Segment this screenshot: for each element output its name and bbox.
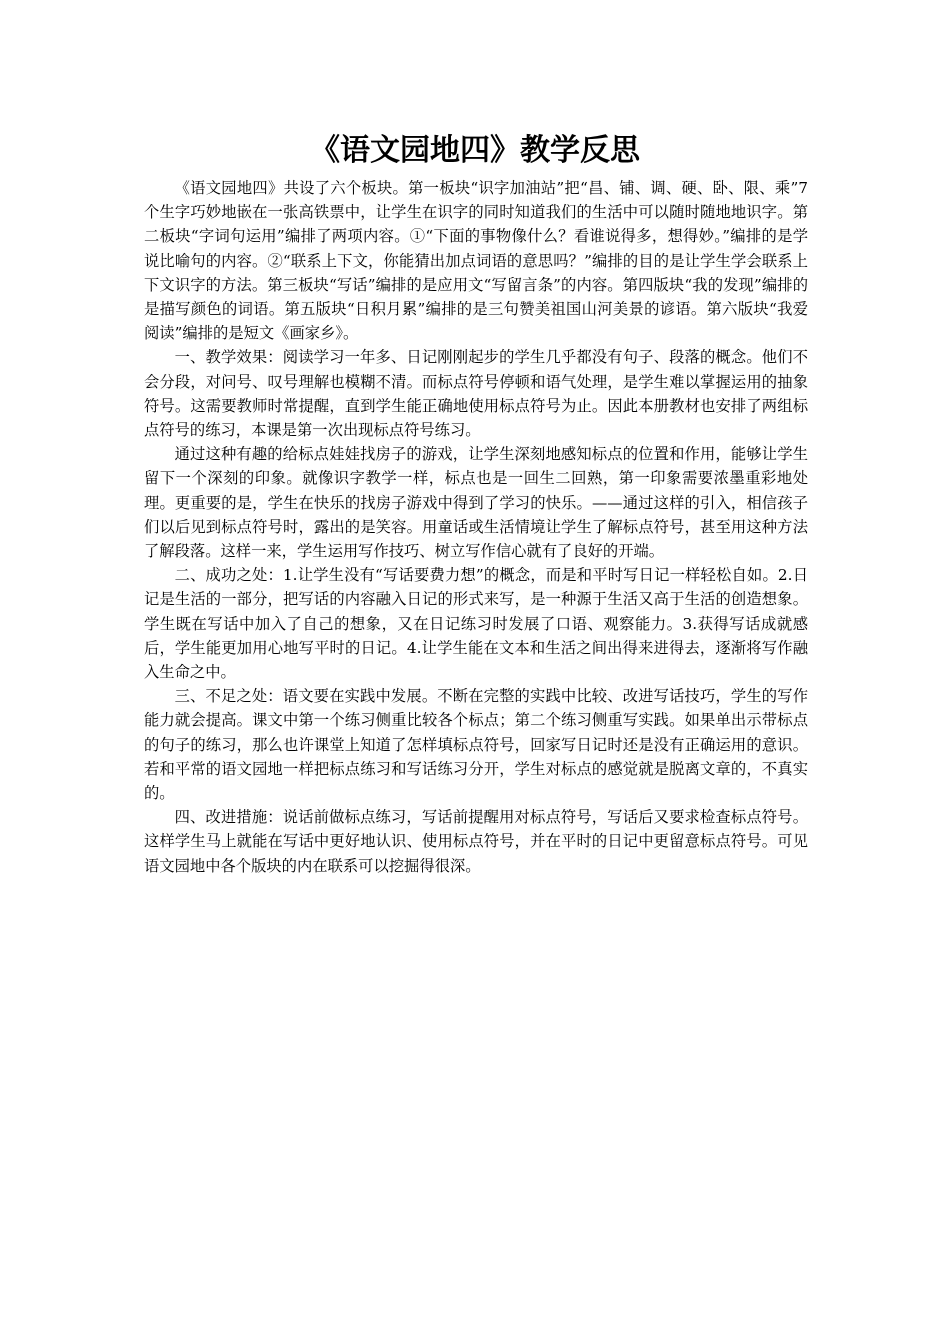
document-body [144,176,808,878]
successes-paragraph: 二、成功之处：1.让学生没有“写话要费力想”的概念，而是和平时写日记一样轻松自如。2.日记是生活的一部分，把写话的内容融入日记的形式来写，是一种源于生活又高于生活的创造想象。学生既在写话中加入了自己的想象，又在日记练习时发展了口语、观察能力。3.获得写话成就感后，学生能更加用心地写平时的日记。4.让学生能在文本和生活之间出得来进得去，逐渐将写作融入生命之中。 [144,566,808,682]
teaching-effect-paragraph: 一、教学效果：阅读学习一年多、日记刚刚起步的学生几乎都没有句子、段落的概念。他们不会分段，对问号、叹号理解也模糊不清。而标点符号停顿和语气处理，是学生难以掌握运用的抽象符号。这需要教师时常提醒，直到学生能正确地使用标点符号为止。因此本册教材也安排了两组标点符号的练习，本课是第一次出现标点符号练习。 [144,348,808,440]
game-method-paragraph: 通过这种有趣的给标点娃娃找房子的游戏，让学生深刻地感知标点的位置和作用，能够让学生留下一个深刻的印象。就像识字教学一样，标点也是一回生二回熟，第一印象需要浓墨重彩地处理。更重要的是，学生在快乐的找房子游戏中得到了学习的快乐。——通过这样的引入，相信孩子们以后见到标点符号时，露出的是笑容。用童话或生活情境让学生了解标点符号，甚至用这种方法了解段落。这样一来，学生运用写作技巧、树立写作信心就有了良好的开端。 [144,445,808,561]
shortcomings-paragraph: 三、不足之处：语文要在实践中发展。不断在完整的实践中比较、改进写话技巧，学生的写作能力就会提高。课文中第一个练习侧重比较各个标点；第二个练习侧重写实践。如果单出示带标点的句子的练习，那么也许课堂上知道了怎样填标点符号，回家写日记时还是没有正确运用的意识。若和平常的语文园地一样把标点练习和写话练习分开，学生对标点的感觉就是脱离文章的，不真实的。 [144,687,808,803]
intro-paragraph: 《语文园地四》共设了六个板块。第一板块“识字加油站”把“昌、铺、调、硬、卧、限、乘”7个生字巧妙地嵌在一张高铁票中，让学生在识字的同时知道我们的生活中可以随时随地地识字。第二板块“字词句运用”编排了两项内容。①“下面的事物像什么？看谁说得多，想得妙。”编排的是学说比喻句的内容。②“联系上下文，你能猜出加点词语的意思吗？”编排的目的是让学生学会联系上下文识字的方法。第三板块“写话”编排的是应用文“写留言条”的内容。第四版块“我的发现”编排的是描写颜色的词语。第五版块“日积月累”编排的是三句赞美祖国山河美景的谚语。第六版块“我爱阅读”编排的是短文《画家乡》。 [144,179,808,343]
document-title: 《语文园地四》教学反思 [310,133,640,168]
improvements-paragraph: 四、改进措施：说话前做标点练习，写话前提醒用对标点符号，写话后又要求检查标点符号。这样学生马上就能在写话中更好地认识、使用标点符号，并在平时的日记中更留意标点符号。可见语文园地中各个版块的内在联系可以挖掘得很深。 [144,808,808,875]
